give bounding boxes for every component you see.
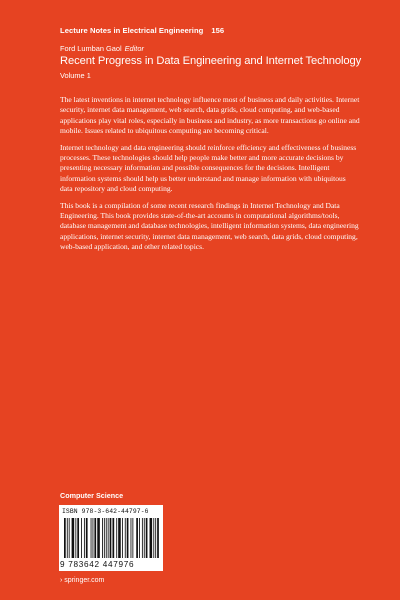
barcode-bar xyxy=(118,518,121,558)
barcode-bar xyxy=(93,518,94,558)
barcode-bar xyxy=(150,518,153,558)
barcode-bar xyxy=(77,518,79,558)
barcode-bar xyxy=(125,518,126,558)
barcode-bar xyxy=(64,518,66,558)
barcode-bar xyxy=(81,518,82,558)
barcode-bar xyxy=(86,518,88,558)
subject-category: Computer Science xyxy=(60,491,124,500)
description-paragraph: Internet technology and data engineering should reinforce efficiency and effectiveness of business processes. These technologies should help people make better and more accurate decisions by presenting necessary information and possible consequences for the decisions. Intelligent information systems should help us better understand and manage information with ubiquitous data repository and cloud computing. xyxy=(60,142,357,194)
editor-role: Editor xyxy=(124,44,144,53)
barcode-bar xyxy=(91,518,92,558)
barcode-bar xyxy=(69,518,70,558)
barcode-panel xyxy=(59,505,163,571)
barcode-bar xyxy=(112,518,114,558)
editor-line xyxy=(60,44,144,53)
description xyxy=(60,95,360,259)
isbn-label: ISBN 978-3-642-44797-6 xyxy=(62,508,149,515)
book-title: Recent Progress in Data Engineering and Internet Technology xyxy=(60,55,362,67)
barcode-bar xyxy=(108,518,109,558)
barcode-bar xyxy=(104,518,105,558)
barcode-bar xyxy=(132,518,133,558)
barcode-bar xyxy=(122,518,123,558)
barcode-bar xyxy=(102,518,103,558)
barcode-bar xyxy=(146,518,148,558)
barcode-bar xyxy=(110,518,112,558)
editor-name: Ford Lumban Gaol xyxy=(60,44,122,53)
barcode-bar xyxy=(84,518,85,558)
barcode-bar xyxy=(144,518,145,558)
description-paragraph: The latest inventions in internet technology influence most of business and daily activities. Internet security, internet data management, web search, data grids, cloud computing, and web-based applications play vital roles, especially in business and industry, as more transactions go online and mobile. Issues related to ubiquitous computing are becoming critical. xyxy=(60,95,360,136)
barcode-graphic xyxy=(64,518,160,558)
series-name: Lecture Notes in Electrical Engineering xyxy=(60,26,204,35)
volume-label: Volume 1 xyxy=(60,71,91,80)
barcode-bar xyxy=(116,518,117,558)
barcode-bar xyxy=(131,518,132,558)
barcode-bar xyxy=(97,518,100,558)
series-number: 156 xyxy=(211,26,225,35)
barcode-digits: 9 783642 447976 xyxy=(60,560,135,569)
description-paragraph: This book is a compilation of some recent research findings in Internet Technology and Data Engineering. This book provides state-of-the-art accounts in computational algorithms/tools, database management and database technologies, intelligent information systems, data engineering applications, internet security, internet data management, web search, data grids, cloud computing, web-based application, and other related topics. xyxy=(60,200,359,252)
barcode-bar xyxy=(75,518,76,558)
barcode-bar xyxy=(139,518,140,558)
barcode-bar xyxy=(155,518,156,558)
barcode-bar xyxy=(142,518,143,558)
barcode-bar xyxy=(67,518,68,558)
series-header xyxy=(60,26,224,35)
barcode-bar xyxy=(72,518,75,558)
publisher-website: › springer.com xyxy=(60,577,105,584)
barcode-bar xyxy=(157,518,159,558)
barcode-bar xyxy=(153,518,154,558)
barcode-bar xyxy=(136,518,138,558)
barcode-bar xyxy=(106,518,107,558)
barcode-bar xyxy=(94,518,96,558)
barcode-bar xyxy=(127,518,129,558)
